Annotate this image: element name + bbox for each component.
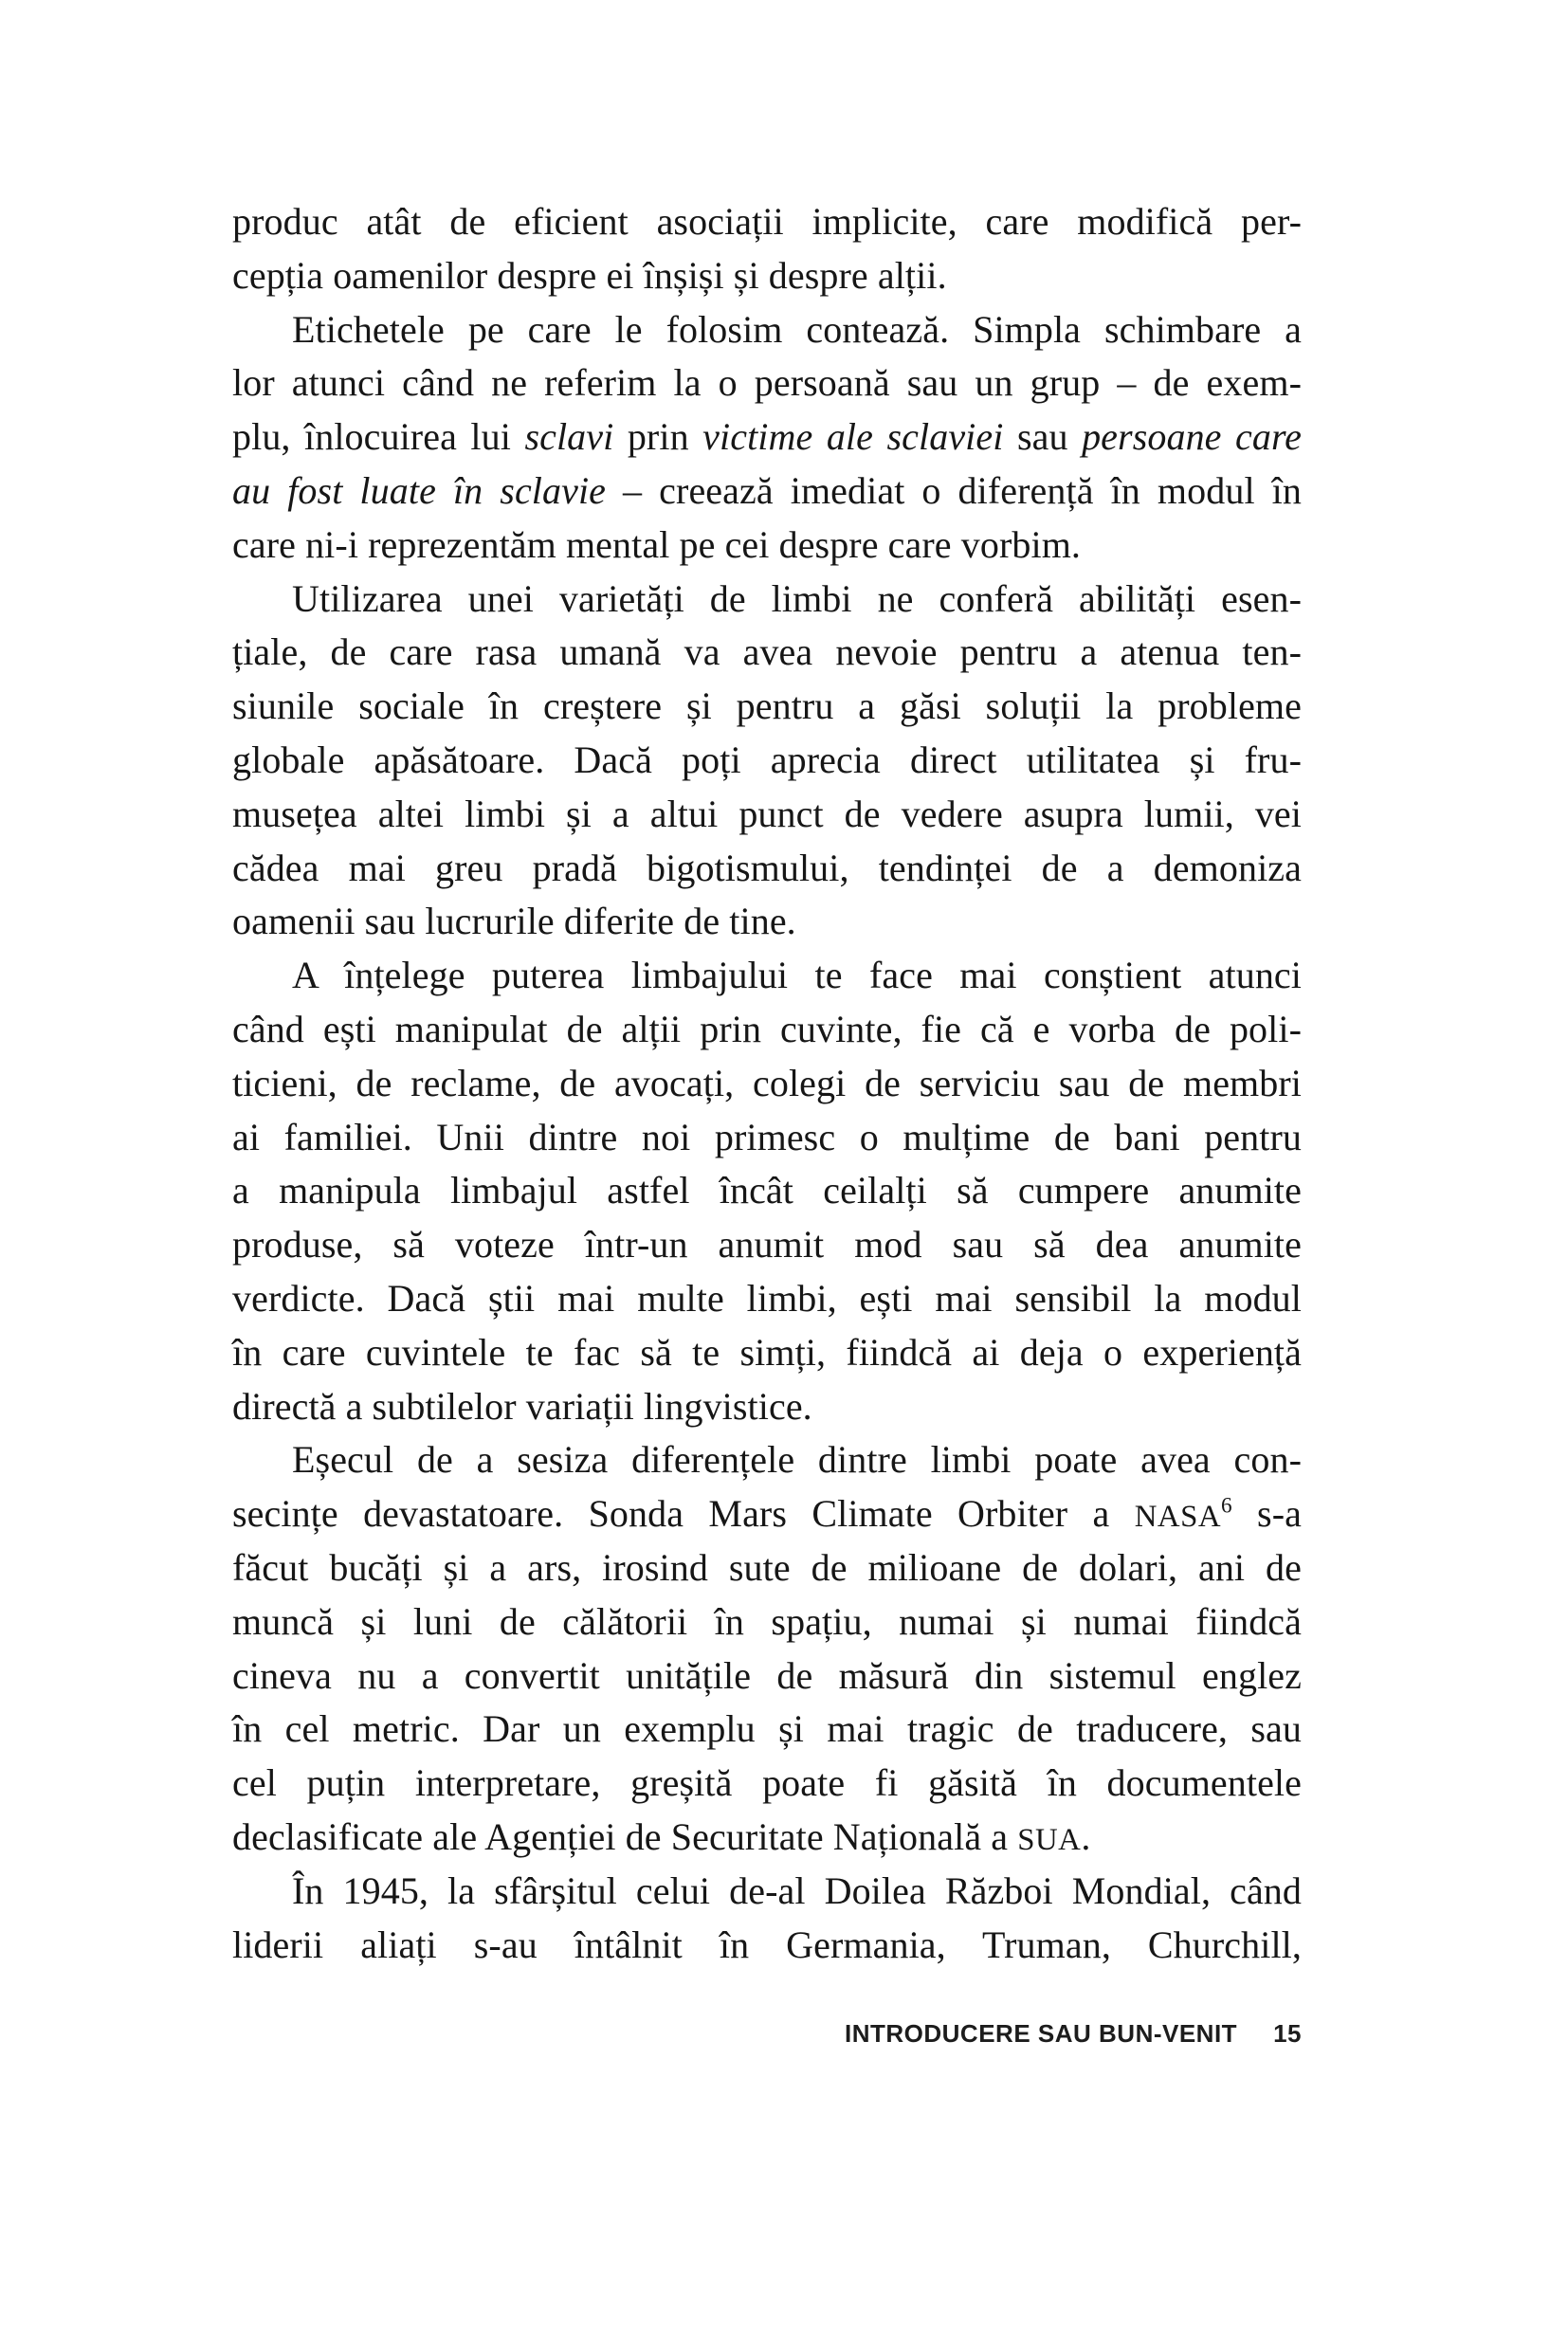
text-line: cel puțin interpretare, greșită poate fi găsită în documentele bbox=[232, 1761, 1302, 1805]
text-line: cepția oamenilor despre ei înșiși și despre alții. bbox=[232, 253, 947, 297]
text-line: țiale, de care rasa umană va avea nevoie pentru a atenua ten- bbox=[232, 630, 1302, 674]
text-line: siunile sociale în creștere și pentru a găsi soluții la probleme bbox=[232, 684, 1302, 728]
text-line: Eșecul de a sesiza diferențele dintre limbi poate avea con- bbox=[292, 1438, 1302, 1482]
text-line: globale apăsătoare. Dacă poți aprecia direct utilitatea și fru- bbox=[232, 738, 1302, 781]
text-line: cineva nu a convertit unitățile de măsură din sistemul englez bbox=[232, 1653, 1302, 1697]
text-line: verdicte. Dacă știi mai multe limbi, ești mai sensibil la modul bbox=[232, 1276, 1302, 1320]
footer bbox=[232, 2019, 1302, 2049]
text-line: lor atunci când ne referim la o persoană sau un grup – de exem- bbox=[232, 361, 1302, 405]
text-line: a manipula limbajul astfel încât ceilalți să cumpere anumite bbox=[232, 1169, 1302, 1212]
text-line: care ni-i reprezentăm mental pe cei despre care vorbim. bbox=[232, 522, 1082, 566]
text-line: secințe devastatoare. Sonda Mars Climate Orbiter a NASA$^6$ s-a bbox=[232, 1492, 1302, 1536]
text-line: în care cuvintele te fac să te simți, fiindcă ai deja o experiență bbox=[232, 1330, 1302, 1374]
text-line: cădea mai greu pradă bigotismului, tendinței de a demoniza bbox=[232, 846, 1302, 889]
running-head: INTRODUCERE SAU BUN-VENIT bbox=[845, 2019, 1238, 2048]
text-line: declasificate ale Agenției de Securitate Națională a SUA. bbox=[232, 1814, 1091, 1858]
text-line: în cel metric. Dar un exemplu și mai tragic de traducere, sau bbox=[232, 1707, 1302, 1751]
text-line: Utilizarea unei varietăți de limbi ne conferă abilități esen- bbox=[292, 576, 1302, 620]
text-line: produse, să voteze într-un anumit mod sau să dea anumite bbox=[232, 1223, 1302, 1267]
text-line: ticieni, de reclame, de avocați, colegi de serviciu sau de membri bbox=[232, 1061, 1302, 1104]
text-line: liderii aliați s-au întâlnit în Germania, Truman, Churchill, bbox=[232, 1923, 1302, 1966]
text-block bbox=[232, 195, 1302, 1972]
text-line: ai familiei. Unii dintre noi primesc o mulțime de bani pentru bbox=[232, 1115, 1302, 1158]
text-line: directă a subtilelor variații lingvistice. bbox=[232, 1384, 812, 1428]
text-line: muncă și luni de călătorii în spațiu, numai și numai fiindcă bbox=[232, 1599, 1302, 1643]
text-line: În 1945, la sfârșitul celui de-al Doilea Război Mondial, când bbox=[292, 1868, 1302, 1912]
text-line: musețea altei limbi și a altui punct de vedere asupra lumii, vei bbox=[232, 792, 1302, 835]
text-line: când ești manipulat de alții prin cuvinte, fie că e vorba de poli- bbox=[232, 1007, 1302, 1050]
text-line: A înțelege puterea limbajului te face mai conștient atunci bbox=[292, 954, 1302, 997]
text-line: Etichetele pe care le folosim contează. Simpla schimbare a bbox=[292, 307, 1302, 351]
text-line: produc atât de eficient asociații implicite, care modifică per- bbox=[232, 200, 1302, 243]
text-line: oamenii sau lucrurile diferite de tine. bbox=[232, 900, 796, 943]
page-number: 15 bbox=[1273, 2019, 1302, 2048]
text-line: plu, înlocuirea lui sclavi prin victime ale sclaviei sau persoane care bbox=[232, 415, 1302, 459]
text-line: făcut bucăți și a ars, irosind sute de milioane de dolari, ani de bbox=[232, 1545, 1302, 1589]
text-line: au fost luate în sclavie – creează imediat o diferență în modul în bbox=[232, 468, 1302, 512]
